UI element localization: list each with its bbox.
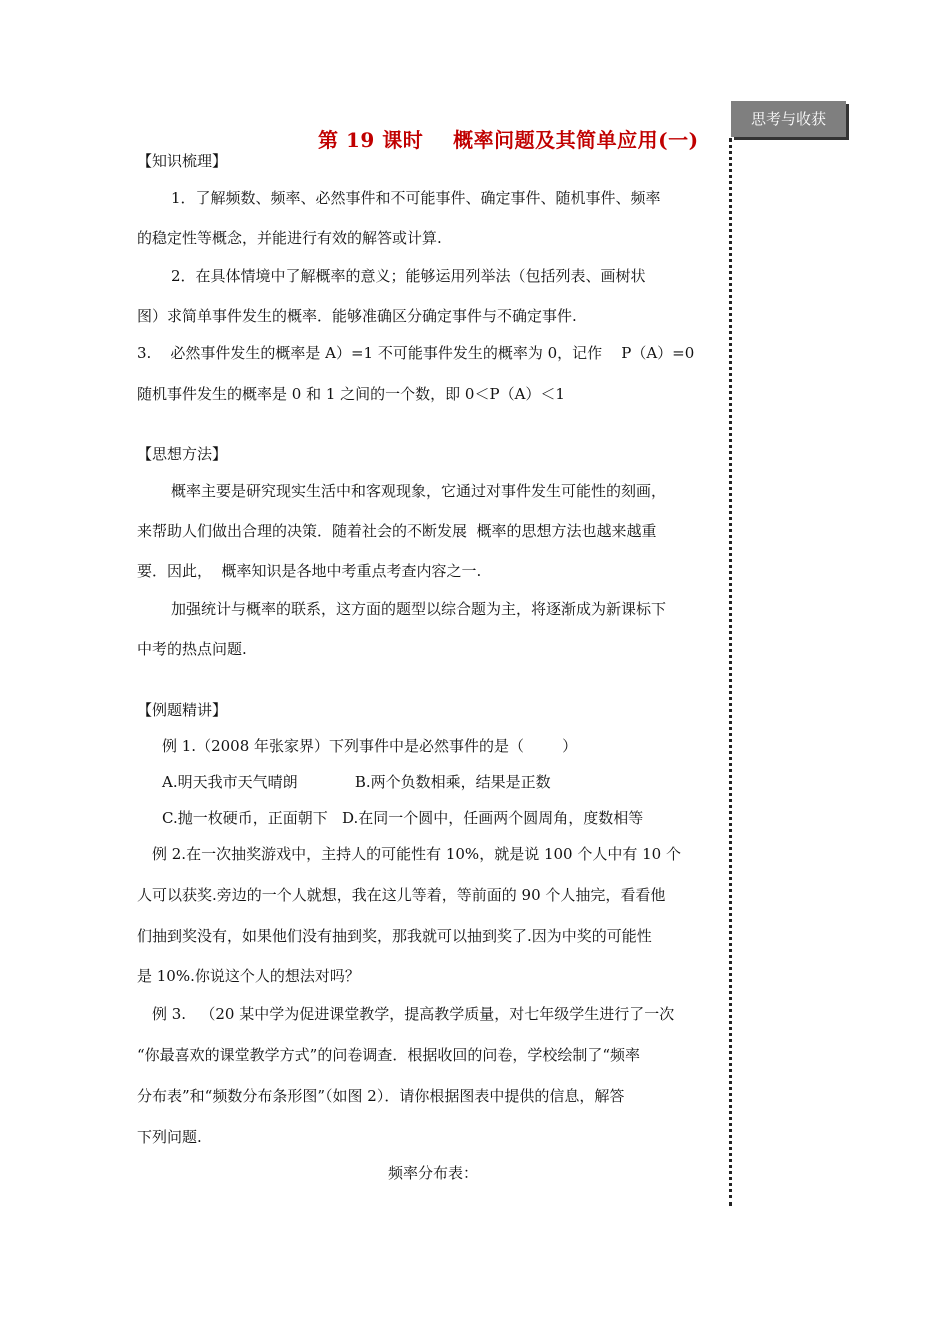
example-line: 人可以获奖.旁边的一个人就想，我在这儿等着，等前面的 90 个人抽完，看看他 [137,886,666,904]
table-caption: 频率分布表： [388,1164,479,1182]
knowledge-line: 的稳定性等概念，并能进行有效的解答或计算. [137,229,442,247]
example-line: 下列问题. [137,1128,202,1146]
section-heading-knowledge: 【知识梳理】 [137,152,228,170]
sidebar-label: 思考与收获 [731,101,846,137]
sidebar-divider [729,138,732,1206]
knowledge-line: 1．了解频数、频率、必然事件和不可能事件、确定事件、随机事件、频率 [171,189,661,207]
knowledge-line: 图）求简单事件发生的概率．能够准确区分确定事件与不确定事件. [137,307,577,325]
section-heading-examples: 【例题精讲】 [137,701,228,719]
method-line: 加强统计与概率的联系，这方面的题型以综合题为主，将逐渐成为新课标下 [171,600,667,618]
knowledge-line: 3. 必然事件发生的概率是 A）=1 不可能事件发生的概率为 0，记作 P（A）=0 [137,344,695,362]
page-title: 第 19 课时 概率问题及其简单应用(一) [318,128,699,152]
method-line: 中考的热点问题. [137,640,247,658]
example-line: 例 3. （20 某中学为促进课堂教学，提高教学质量，对七年级学生进行了一次 [152,1005,675,1023]
method-line: 要．因此， 概率知识是各地中考重点考查内容之一. [137,562,482,580]
example-line: “你最喜欢的课堂教学方式”的问卷调查．根据收回的问卷，学校绘制了“频率 [137,1046,641,1064]
example-line: 是 10%.你说这个人的想法对吗？ [137,967,360,985]
knowledge-line: 随机事件发生的概率是 0 和 1 之间的一个数，即 0＜P（A）＜1 [137,385,565,403]
example-line: 例 1.（2008 年张家界）下列事件中是必然事件的是（ ） [162,737,578,755]
example-option-line: C.抛一枚硬币，正面朝下 D.在同一个圆中，任画两个圆周角，度数相等 [162,809,644,827]
example-line: 例 2.在一次抽奖游戏中，主持人的可能性有 10%，就是说 100 个人中有 10 个 [152,845,681,863]
method-line: 概率主要是研究现实生活中和客观现象，它通过对事件发生可能性的刻画， [171,482,667,500]
section-heading-method: 【思想方法】 [137,445,228,463]
example-line: 分布表”和“频数分布条形图”（如图 2）．请你根据图表中提供的信息，解答 [137,1087,625,1105]
example-option-line: A.明天我市天气晴朗 B.两个负数相乘，结果是正数 [162,773,551,791]
knowledge-line: 2．在具体情境中了解概率的意义；能够运用列举法（包括列表、画树状 [171,267,646,285]
example-line: 们抽到奖没有，如果他们没有抽到奖，那我就可以抽到奖了.因为中奖的可能性 [137,927,652,945]
method-line: 来帮助人们做出合理的决策．随着社会的不断发展 概率的思想方法也越来越重 [137,522,657,540]
